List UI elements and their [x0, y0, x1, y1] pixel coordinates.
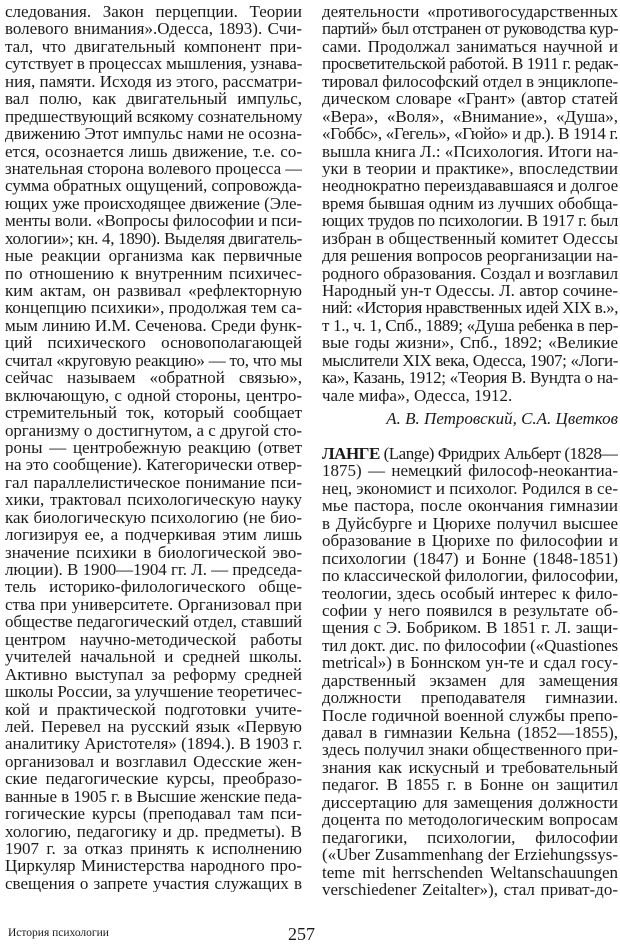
- left-column: [5, 3, 302, 892]
- text-line: сумма обратных ощущений, сопровожда-: [5, 177, 302, 195]
- text-line: психологии (1847) и Бонне (1848-1851): [322, 549, 618, 568]
- text-line: педагогики, психологии, философии: [322, 828, 618, 847]
- text-line: организовал и возглавил Одесские жен-: [5, 752, 302, 771]
- text-line: хики, трактовал психологическую науку: [5, 491, 302, 509]
- text-line: тировал философский отдел в энциклопе-: [322, 72, 618, 91]
- text-line: ющих уже происходящее движение (Эле-: [5, 194, 302, 213]
- text-line: менты воли. «Вопросы философии и пси-: [5, 212, 302, 230]
- text-line: организму о достигнутом, а с другой сто-: [5, 421, 302, 439]
- text-line: тал, что двигательный компонент при-: [5, 37, 302, 56]
- text-line: центром научно-методической работы: [5, 630, 302, 649]
- text-line: неоднократно переиздававшаяся и долгое: [322, 177, 618, 195]
- text-line: по отношению к внутренним психичес-: [5, 264, 302, 282]
- text-line: время бывшая одним из лучших обобща-: [322, 194, 618, 213]
- text-line: знательная сторона волевого процесса —: [5, 159, 302, 178]
- text-line: ства при университете. Организовал при: [5, 595, 302, 614]
- text-line: ций психического основополагающей: [5, 334, 302, 352]
- running-footer-title: История психологии: [8, 927, 109, 939]
- text-line: деятельности «противогосударственных: [322, 3, 618, 21]
- text-line: партий» был отстранен от руководства кур-: [322, 20, 618, 38]
- text-line: люции). В 1900—1904 гг. Л. — председа-: [5, 561, 302, 579]
- text-line: концепцию психики», продолжая тем са-: [5, 299, 302, 317]
- text-line: 1875) — немецкий философ-неокантиа-: [322, 462, 618, 480]
- text-line: т 1., ч. 1, Спб., 1889; «Душа ребенка в пер-: [322, 316, 618, 335]
- text-line: образование в Цюрихе по философии и: [322, 532, 618, 550]
- text-line: verschiedener Zeitalter»), стал приват-до-: [322, 880, 618, 899]
- text-line: вые годы жизни», Спб., 1892; «Великие: [322, 334, 618, 352]
- article-signature: А. В. Петровский, С.А. Цветков: [386, 409, 618, 428]
- text-line: знания как искусный и требовательный: [322, 758, 618, 777]
- text-line: щения с Э. Бобриком. В 1851 г. Л. защи-: [322, 619, 618, 637]
- text-line: metrical») в Боннском ун-те и сдал госу-: [322, 654, 618, 672]
- text-line: тил докт. дис. по философии («Quastiones: [322, 636, 618, 655]
- text-line: школы России, за улучшение теоретичес-: [5, 683, 302, 701]
- text-line: гал параллелистическое понимание пси-: [5, 473, 302, 492]
- text-line: Народный ун-т Одессы. Л. автор сочине-: [322, 282, 618, 300]
- text-line: тель историко-филологического обще-: [5, 578, 302, 596]
- page-number: 257: [288, 924, 315, 944]
- text-line: в Дуйсбурге и Цюрихе получил высшее: [322, 514, 618, 533]
- text-line: ванные в 1905 г. в Высшие женские педа-: [5, 787, 302, 806]
- text-line: мье пастора, после окончания гимназии: [322, 497, 618, 515]
- text-line: доцента по методологическим вопросам: [322, 811, 618, 829]
- text-line: движению Этот импульс нами не осозна-: [5, 125, 302, 143]
- text-line: ния, памяти. Исходя из этого, рассматри-: [5, 72, 302, 91]
- text-line: волевого внимания».Одесса, 1893). Счи-: [5, 20, 302, 38]
- text-line: стремительный ток, который сообщает: [5, 404, 302, 422]
- text-line: включающую, с одной стороны, центро-: [5, 386, 302, 405]
- text-line: хологию, педагогику и др. предметы). В: [5, 822, 302, 840]
- text-line: избран в общественный комитет Одессы: [322, 229, 618, 248]
- text-line: 1907 г. за отказ принять к исполнению: [5, 840, 302, 858]
- text-line: мым линию И.М. Сеченова. Среди функ-: [5, 316, 302, 335]
- text-line: дарственный экзамен для замещения: [322, 671, 618, 690]
- text-line: ские педагогические курсы, преобразо-: [5, 770, 302, 788]
- text-line: здесь получил знаки общественного при-: [322, 741, 618, 759]
- entry-lange: [322, 445, 618, 898]
- entry-headword: ЛАНГЕ: [322, 445, 380, 463]
- text-line: сами. Продолжал заниматься научной и: [322, 37, 618, 56]
- text-line: кой и практической подготовки учите-: [5, 700, 302, 718]
- text-line: «Вера», «Воля», «Внимание», «Душа»,: [322, 107, 618, 126]
- text-line: считал «круговую реакцию» — то, что мы: [5, 351, 302, 370]
- text-line: мыслители XIX века, Одесса, 1907; «Логи-: [322, 351, 618, 370]
- text-line: («Uber Zusammenhang der Erziehungssys-: [322, 846, 618, 864]
- text-line: для решения вопросов реорганизации на-: [322, 247, 618, 265]
- text-line: Циркуляр Министерства народного про-: [5, 857, 302, 875]
- text-line: ний: «История нравственных идей XIX в.»,: [322, 299, 618, 317]
- text-line: ющих трудов по психологии. В 1917 г. был: [322, 212, 618, 230]
- text-line: дическом словаре «Грант» (автор статей: [322, 90, 618, 108]
- text-line: хологии»; кн. 4, 1890). Выделяя двигатель-: [5, 229, 302, 248]
- entry-first-line: [322, 445, 618, 462]
- text-line: на это сообщение). Категорически отвер-: [5, 456, 302, 474]
- text-line: сейчас называем «обратной связью»,: [5, 369, 302, 387]
- text-line: «Гоббс», «Гегель», «Гюйо» и др.). В 1914 г.: [322, 125, 618, 143]
- text-line: Активно выступал за реформу средней: [5, 665, 302, 684]
- text-line: ется, осознается лишь движение, т.е. со-: [5, 142, 302, 160]
- text-line: уки в теории и практике», впоследствии: [322, 159, 618, 178]
- text-line: родного образования. Создал и возглавил: [322, 264, 618, 282]
- text-line: как биологическую психологию (не био-: [5, 508, 302, 527]
- text-line: роны — центробежную реакцию (ответ: [5, 438, 302, 457]
- text-line: обществе педагогический отдел, ставший: [5, 613, 302, 631]
- text-line: нец, экономист и психолог. Родился в се-: [322, 479, 618, 498]
- text-line: просветительской работой. В 1911 г. редак-: [322, 55, 618, 73]
- text-line: вышла книга Л.: «Психология. Итоги на-: [322, 142, 618, 160]
- text-line: вал полю, как двигательный импульс,: [5, 90, 302, 108]
- text-line: значение психики в биологической эво-: [5, 543, 302, 561]
- text-line: логизируя ее, а подчеркивая этим лишь: [5, 526, 302, 544]
- text-line: ким актам, он развивал «рефлекторную: [5, 282, 302, 300]
- text-line: ные реакции организма как первичные: [5, 247, 302, 265]
- text-line: свещения о запрете участия служащих в: [5, 874, 302, 893]
- text-line: диссертацию для замещения должности: [322, 793, 618, 812]
- text-line: чале мифа», Одесса, 1912.: [322, 386, 513, 405]
- text-line: teme mit herrschenden Weltanschauungen: [322, 863, 618, 881]
- text-line: педагог. В 1855 г. в Бонне он защитил: [322, 776, 618, 794]
- text-line: лей. Перевел на русский язык «Первую: [5, 717, 302, 736]
- text-line: давал в гимназии Кельна (1852—1855),: [322, 724, 618, 742]
- text-line: должности преподавателя гимназии.: [322, 689, 618, 707]
- text-line: теологии, здесь особый интерес к фило-: [322, 584, 618, 602]
- right-column: [322, 3, 618, 404]
- text-line: ка», Казань, 1912; «Теория В. Вундта о на-: [322, 369, 618, 387]
- text-line: аналитику Аристотеля» (1894.). В 1903 г.: [5, 735, 302, 753]
- entry-first-line-text: (Lange) Фридрих Альберт (1828—: [379, 445, 618, 463]
- text-line: сутствует в процессах мышления, узнава-: [5, 55, 302, 73]
- text-line: предшествующий всякому сознательному: [5, 107, 302, 126]
- text-line: следования. Закон перцепции. Теории: [5, 3, 302, 21]
- text-line: по классической филологии, философии,: [322, 567, 618, 585]
- text-line: гогические курсы (преподавал там пси-: [5, 805, 302, 823]
- text-line: После годичной военной службы препо-: [322, 706, 618, 724]
- text-line: учителей начальной и средней школы.: [5, 648, 302, 666]
- text-line: софии у него появился в результате об-: [322, 601, 618, 620]
